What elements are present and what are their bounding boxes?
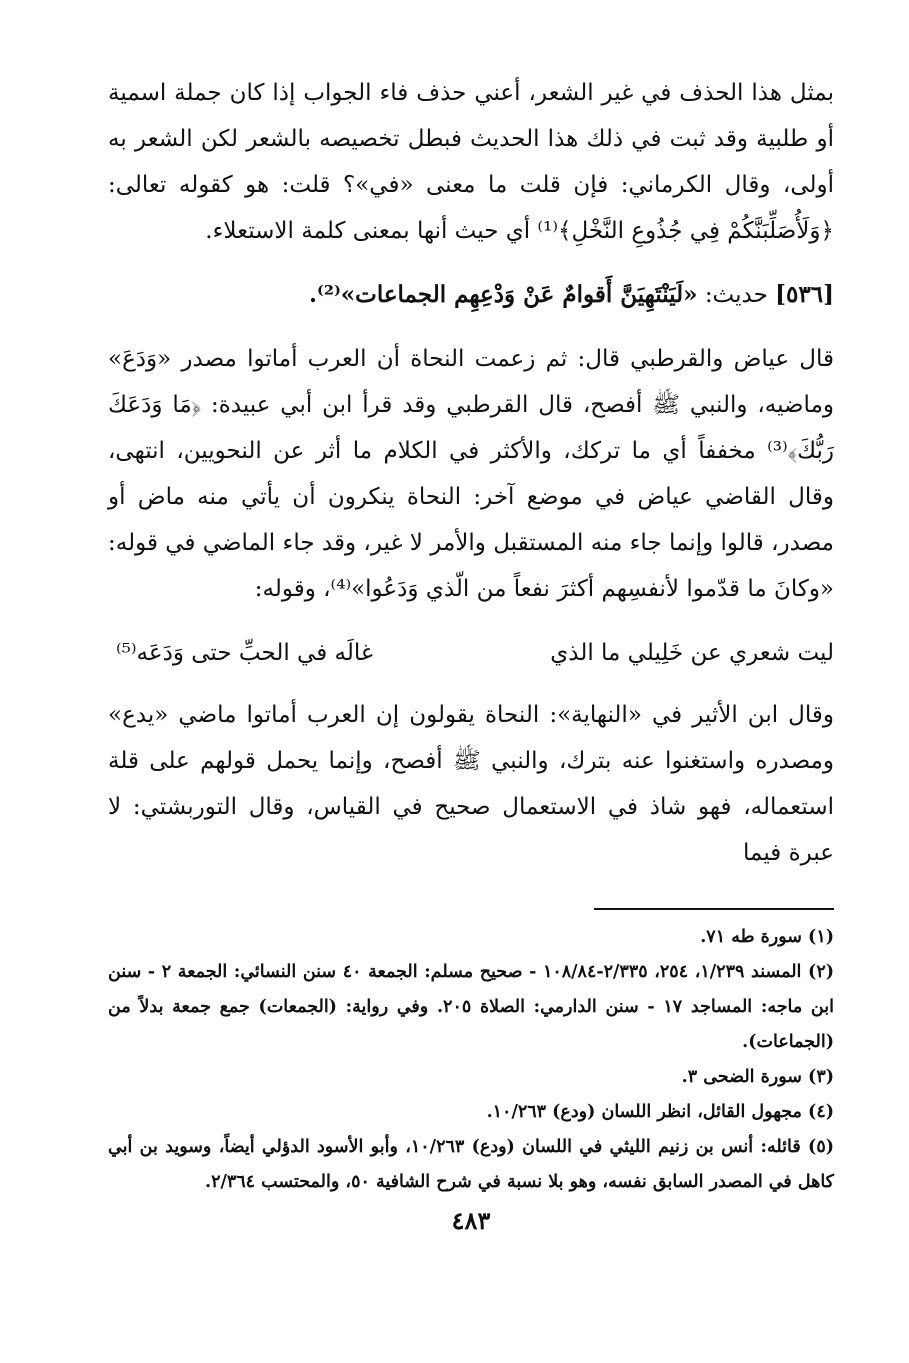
footnote-4: (٤) مجهول القائل، انظر اللسان (ودع) ١٠/٢٦٣. — [486, 1102, 834, 1122]
poem-first-hemistich: ليت شعري عن خَلِيلي ما الذي — [550, 640, 834, 666]
hadith-prefix: حديث: — [704, 282, 768, 308]
poem-verse — [108, 630, 834, 676]
footnote-2: (٢) المسند ١/٢٣٩، ٢٥٤، ٢/٣٣٥-١٠٨/٨٤ - صحيح مسلم: الجمعة ٤٠ سنن النسائي: الجمعة ٢ - سنن ابن ماجه: المساجد ١٧ - سنن الدارمي: الصلاة ٢٠٥. وفي رواية: (الجمعات) جمع جمعة بدلاً من (الجماعات). — [108, 962, 834, 1052]
footnote-3: (٣) سورة الضحى ٣. — [681, 1067, 834, 1087]
hadith-number: [٥٣٦] — [775, 281, 834, 308]
hadith-heading — [108, 272, 834, 318]
footnote-1: (١) سورة طه ٧١. — [700, 927, 834, 947]
paragraph-1: بمثل هذا الحذف في غير الشعر، أعني حذف فاء الجواب إذا كان جملة اسمية أو طلبية وقد ثبت في ذلك هذا الحديث فبطل تخصيصه بالشعر لكن الشعر به أولى، وقال الكرماني: فإن قلت ما معنى «في»؟ قلت: هو كقوله تعالى: ﴿وَلَأُصَلِّبَنَّكُمْ فِي جُذُوعِ النَّخْلِ﴾⁽¹⁾ أي حيث أنها بمعنى كلمة الاستعلاء. — [108, 80, 834, 244]
footnote-5: (٥) قائله: أنس بن زنيم الليثي في اللسان (ودع) ١٠/٢٦٣، وأبو الأسود الدؤلي أيضاً، وسويد بن أبي كاهل في المصدر السابق نفسه، وهو بلا نسبة في شرح الشافية ٥٠، والمحتسب ٢/٣٦٤. — [108, 1137, 834, 1192]
paragraph-4: وقال ابن الأثير في «النهاية»: النحاة يقولون إن العرب أماتوا ماضي «يدع» ومصدره واستغنوا عنه بترك، والنبي ﷺ أفصح، وإنما يحمل قولهم على قلة استعماله، فهو شاذ في الاستعمال صحيح في القياس، وقال التوربشتي: لا عبرة فيما — [108, 702, 834, 866]
page-number: ٤٨٣ — [451, 1206, 491, 1235]
hadith-text: «لَيَنْتَهِيَنَّ أَقوامٌ عَنْ وَدْعِهِم الجماعات»⁽²⁾. — [309, 281, 698, 308]
paragraph-3: قال عياض والقرطبي قال: ثم زعمت النحاة أن العرب أماتوا مصدر «وَدَعَ» وماضيه، والنبي ﷺ أفصح، قال القرطبي وقد قرأ ابن أبي عبيدة: ﴿مَا وَدَعَكَ رَبُّكَ﴾⁽³⁾ مخففاً أي ما تركك، والأكثر في الكلام ما أثر عن النحويين، انتهى، وقال القاضي عياض في موضع آخر: النحاة ينكرون أن يأتي منه ماض أو مصدر، قالوا وإنما جاء منه المستقبل والأمر لا غير، وقد جاء الماضي في قوله: «وكانَ ما قدّموا لأنفسِهم أكثرَ نفعاً من الّذي وَدَعُوا»⁽⁴⁾، وقوله: — [108, 346, 834, 602]
footnotes — [108, 920, 834, 1200]
poem-second-hemistich: غالَه في الحبِّ حتى وَدَعَه⁽⁵⁾ — [116, 640, 373, 666]
footnote-divider — [594, 908, 834, 910]
